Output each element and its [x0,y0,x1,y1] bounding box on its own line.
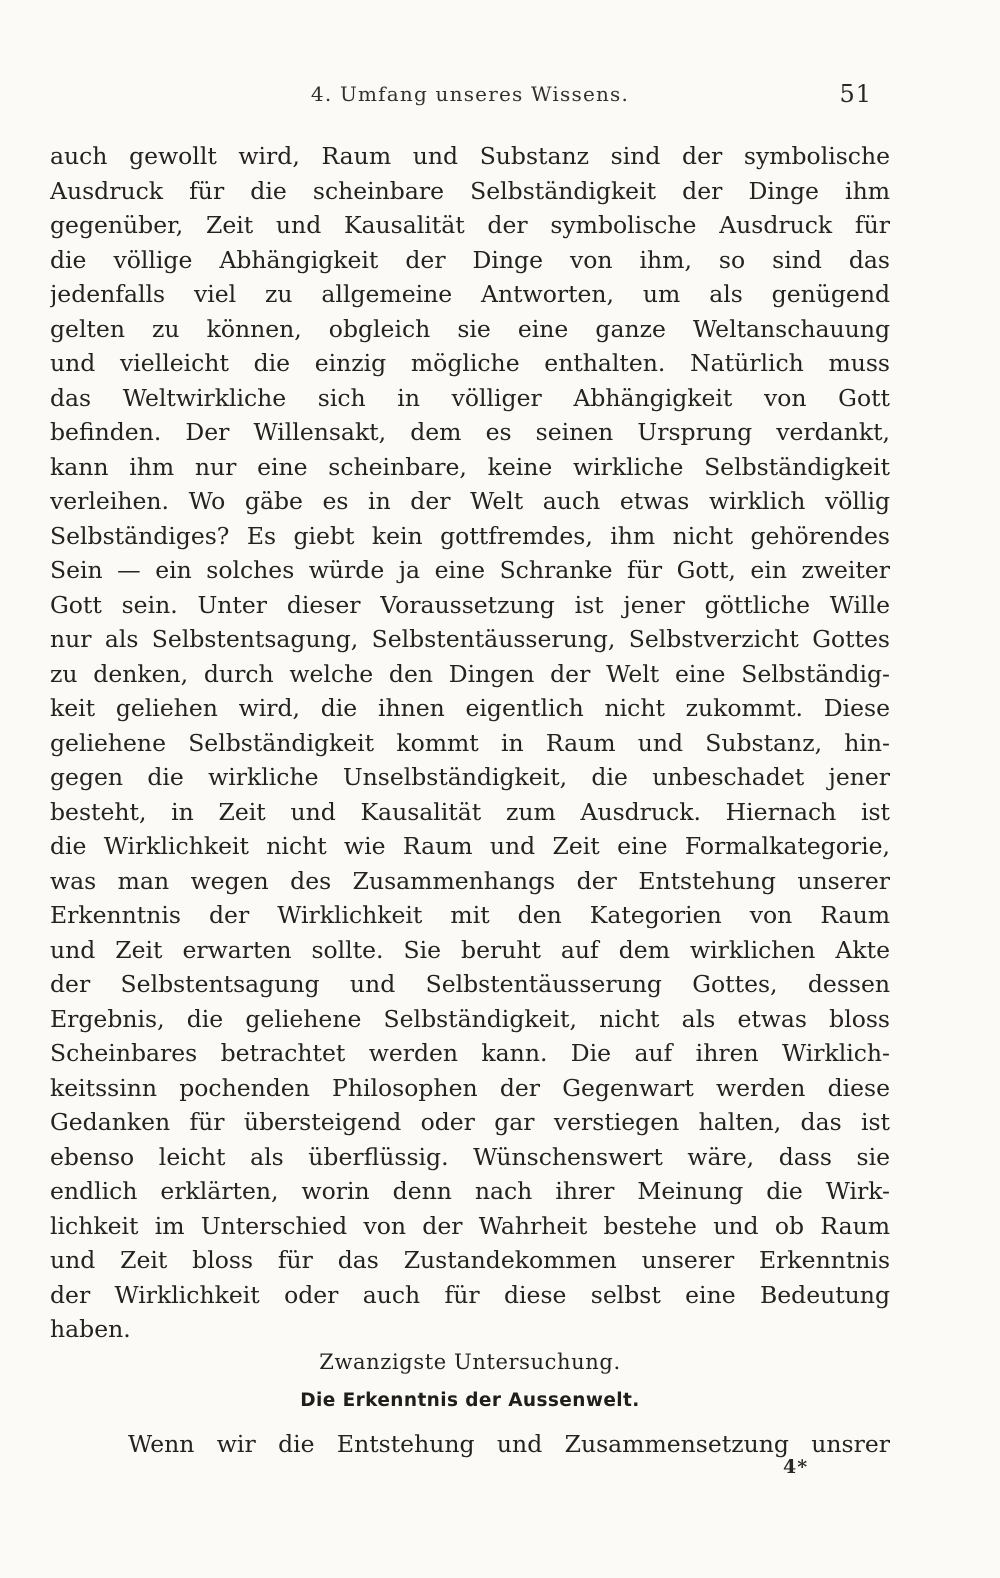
text-line: besteht, in Zeit und Kausalität zum Ausdruck. Hiernach ist [50,797,890,826]
text-line: der Selbstentsagung und Selbstentäusserung Gottes, dessen [50,970,890,998]
text-line: und Zeit bloss für das Zustandekommen unserer Erkenntnis [50,1246,890,1274]
page-header [50,82,890,112]
text-line: Sein — ein solches würde ja eine Schranke für Gott, ein zweiter [50,556,890,584]
text-line: und vielleicht die einzig mögliche enthalten. Natürlich muss [50,349,890,377]
text-line: haben. [50,1315,131,1343]
section-title: Die Erkenntnis der Aussenwelt. [300,1390,640,1411]
text-line: keitssinn pochenden Philosophen der Gegenwart werden diese [50,1073,890,1102]
running-header-title: 4. Umfang unseres Wissens. [310,82,630,106]
page-number: 51 [839,80,872,108]
text-line: zu denken, durch welche den Dingen der Welt eine Selbständig- [50,659,890,688]
text-line: was man wegen des Zusammenhangs der Entstehung unserer [50,866,890,895]
text-line: die völlige Abhängigkeit der Dinge von ihm, so sind das [50,245,890,274]
text-line: auch gewollt wird, Raum und Substanz sind der symbolische [50,142,890,170]
text-line: verleihen. Wo gäbe es in der Welt auch etwas wirklich völlig [50,487,890,515]
text-line: geliehene Selbständigkeit kommt in Raum und Substanz, hin- [50,728,890,757]
text-line: befinden. Der Willensakt, dem es seinen Ursprung verdankt, [50,418,890,446]
text-line: Gott sein. Unter dieser Voraussetzung ist jener göttliche Wille [50,590,890,619]
body-paragraph [50,139,890,1347]
text-line: lichkeit im Unterschied von der Wahrheit bestehe und ob Raum [50,1211,890,1240]
text-line: die Wirklichkeit nicht wie Raum und Zeit eine Formalkategorie, [50,832,890,860]
text-line: keit geliehen wird, die ihnen eigentlich nicht zukommt. Diese [50,694,890,722]
text-line: gegenüber, Zeit und Kausalität der symbolische Ausdruck für [50,211,890,239]
text-line: Ausdruck für die scheinbare Selbständigkeit der Dinge ihm [50,176,890,205]
text-line: Erkenntnis der Wirklichkeit mit den Kategorien von Raum [50,901,890,929]
text-line: das Weltwirkliche sich in völliger Abhängigkeit von Gott [50,383,890,412]
text-line: endlich erklärten, worin denn nach ihrer Meinung die Wirk- [50,1177,890,1205]
text-line: der Wirklichkeit oder auch für diese selbst eine Bedeutung [50,1280,890,1309]
text-line: nur als Selbstentsagung, Selbstentäusserung, Selbstverzicht Gottes [50,625,890,653]
text-line: und Zeit erwarten sollte. Sie beruht auf dem wirklichen Akte [50,935,890,964]
section-subtitle: Zwanzigste Untersuchung. [319,1350,621,1374]
text-line: Ergebnis, die geliehene Selbständigkeit, nicht als etwas bloss [50,1004,890,1033]
text-line: Selbständiges? Es giebt kein gottfremdes, ihm nicht gehörendes [50,521,890,550]
text-line: Scheinbares betrachtet werden kann. Die auf ihren Wirklich- [50,1039,890,1067]
signature-mark: 4* [783,1456,809,1478]
text-line: ebenso leicht als überflüssig. Wünschenswert wäre, dass sie [50,1142,890,1171]
text-line: gelten zu können, obgleich sie eine ganze Weltanschauung [50,314,890,343]
text-line: jedenfalls viel zu allgemeine Antworten, um als genügend [50,280,890,308]
text-line: kann ihm nur eine scheinbare, keine wirkliche Selbständigkeit [50,452,890,481]
opening-line: Wenn wir die Entstehung und Zusammensetzung unsrer [128,1430,890,1458]
text-line: Gedanken für übersteigend oder gar verstiegen halten, das ist [50,1108,890,1136]
text-line: gegen die wirkliche Unselbständigkeit, die unbeschadet jener [50,763,890,791]
